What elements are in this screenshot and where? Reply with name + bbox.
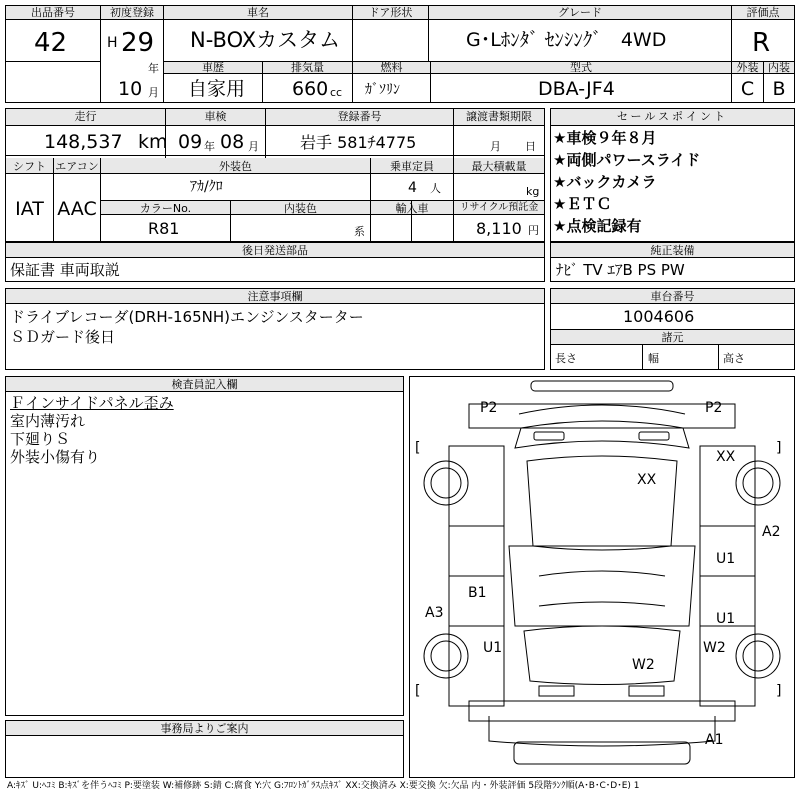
shift-label: シフト: [13, 160, 46, 173]
year-unit: 年: [148, 62, 159, 75]
score: R: [752, 28, 771, 58]
reg-month: 10: [118, 78, 143, 100]
inspector-line-1: Ｆインサイドパネル歪み: [10, 394, 174, 412]
grade-label: グレード: [558, 6, 602, 19]
equipment-label: 純正装備: [650, 244, 695, 257]
dims-width: 幅: [648, 352, 659, 365]
reg-year: 29: [121, 28, 155, 58]
model: DBA-JF4: [538, 78, 615, 100]
plate-label: 登録番号: [337, 110, 382, 123]
later-parts-label: 後日発送部品: [242, 244, 308, 257]
equipment: ﾅﾋﾞ TV ｴｱB PS PW: [556, 261, 685, 279]
month-unit: 月: [148, 86, 159, 99]
ac-label: エアコン: [55, 160, 99, 173]
caution-label: 注意事項欄: [247, 290, 303, 303]
shift: IAT: [15, 198, 44, 220]
bracket-3: [: [415, 683, 421, 699]
interior-label: 内装: [768, 61, 790, 74]
bracket-4: ]: [776, 683, 782, 699]
dims-label: 諸元: [661, 331, 684, 344]
lot-number: 42: [34, 28, 68, 58]
lot-label: 出品番号: [31, 6, 75, 19]
fuel-label: 燃料: [380, 61, 403, 74]
mark-a3: A3: [425, 605, 444, 621]
office-label: 事務局よりご案内: [160, 722, 249, 735]
recycle-unit: 円: [528, 224, 539, 237]
color: ｱｶ/ｸﾛ: [190, 179, 223, 195]
inspector-line-3: 下廻りＳ: [10, 430, 71, 448]
import-label: 輸入車: [395, 202, 429, 215]
color-no: R81: [148, 219, 180, 238]
insp-month: 08: [220, 131, 245, 153]
mark-u1-c: U1: [483, 640, 503, 656]
car-name: N-BOXカスタム: [190, 28, 341, 52]
sales-point-5: ★点検記録有: [553, 217, 642, 235]
mileage-label: 走行: [74, 110, 97, 123]
mark-p2-right: P2: [705, 400, 723, 416]
insp-year: 09: [178, 131, 203, 153]
int-color-unit: 系: [354, 225, 365, 238]
capacity: 4: [408, 180, 417, 196]
caution-line-1: ドライブレコーダ(DRH-165NH)エンジンスターター: [10, 308, 364, 326]
car-diagram-svg: [409, 376, 795, 778]
displacement-label: 排気量: [291, 61, 324, 74]
mark-w2-a: W2: [703, 640, 726, 656]
mark-a2: A2: [762, 524, 781, 540]
bracket-2: ]: [776, 440, 782, 456]
inspector-label: 検査員記入欄: [171, 378, 238, 391]
sales-point-2: ★両側パワースライド: [553, 151, 701, 169]
interior-grade: B: [772, 78, 786, 100]
car-name-label: 車名: [247, 6, 269, 19]
later-parts: 保証書 車両取説: [10, 261, 120, 279]
mark-u1-a: U1: [716, 551, 736, 567]
capacity-label: 乗車定員: [390, 160, 434, 173]
mileage-unit: km: [138, 131, 168, 153]
grade: G･Lﾎﾝﾀﾞ ｾﾝｼﾝｸﾞ 4WD: [466, 29, 667, 51]
mark-a1: A1: [705, 732, 724, 748]
model-label: 型式: [570, 61, 592, 74]
mark-w2-b: W2: [632, 657, 655, 673]
mark-p2-left: P2: [480, 400, 498, 416]
chassis-label: 車台番号: [650, 290, 695, 303]
dims-height: 高さ: [723, 352, 745, 365]
sales-point-1: ★車検９年８月: [553, 129, 657, 147]
bracket-1: [: [415, 440, 421, 456]
insp-month-unit: 月: [248, 140, 259, 153]
fuel: ｶﾞｿﾘﾝ: [365, 82, 400, 98]
load-label: 最大積載量: [471, 160, 527, 173]
color-no-label: カラーNo.: [139, 202, 192, 215]
sales-point-3: ★バックカメラ: [553, 173, 657, 191]
history-label: 車歴: [202, 61, 224, 74]
chassis-number: 1004606: [623, 307, 695, 326]
mark-xx-right: XX: [716, 449, 736, 465]
displacement-unit: cc: [330, 86, 343, 99]
first-reg-label: 初度登録: [110, 6, 154, 19]
transfer-day-unit: 日: [525, 140, 536, 153]
mark-xx-center: XX: [637, 472, 657, 488]
insp-year-unit: 年: [204, 140, 215, 153]
vehicle-info-block: [5, 108, 545, 242]
plate: 岩手 581ﾁ4775: [300, 133, 417, 152]
era: H: [107, 35, 118, 51]
ac: AAC: [57, 198, 97, 220]
transfer-month-unit: 月: [490, 140, 501, 153]
displacement: 660: [292, 78, 329, 100]
exterior-label: 外装: [736, 61, 759, 74]
capacity-unit: 人: [430, 182, 441, 195]
sales-point-4: ★ＥＴＣ: [553, 195, 612, 213]
recycle: 8,110: [476, 219, 522, 238]
mark-u1-b: U1: [716, 611, 736, 627]
legend: A:ｷｽﾞ U:ﾍｺﾐ B:ｷｽﾞを伴うﾍｺﾐ P:要塗装 W:補修跡 S:錆 C:腐食 Y:穴 G:ﾌﾛﾝﾄｶﾞﾗｽ点ｷｽﾞ XX:交換済み X:要交換 欠:欠品 内・外装評価 5段階ﾗﾝｸ順(A･B･C･D･E) 1: [7, 781, 640, 791]
door-label: ドア形状: [368, 6, 413, 19]
mark-b1: B1: [468, 585, 487, 601]
dims-length: 長さ: [555, 352, 577, 365]
exterior-grade: C: [740, 78, 755, 100]
inspector-line-4: 外装小傷有り: [10, 448, 101, 466]
int-color-label: 内装色: [284, 202, 317, 215]
inspection-label: 車検: [204, 110, 227, 123]
transfer-label: 譲渡書類期限: [466, 110, 532, 123]
score-label: 評価点: [746, 6, 780, 19]
color-label: 外装色: [219, 160, 252, 173]
history: 自家用: [188, 78, 246, 100]
sales-points-label: セールスポイント: [616, 110, 728, 123]
caution-line-2: ＳＤガード後日: [10, 328, 116, 346]
mileage: 148,537: [44, 131, 123, 153]
recycle-label: リサイクル預託金: [459, 202, 539, 213]
inspector-line-2: 室内薄汚れ: [10, 412, 86, 430]
load-unit: kg: [526, 185, 540, 198]
